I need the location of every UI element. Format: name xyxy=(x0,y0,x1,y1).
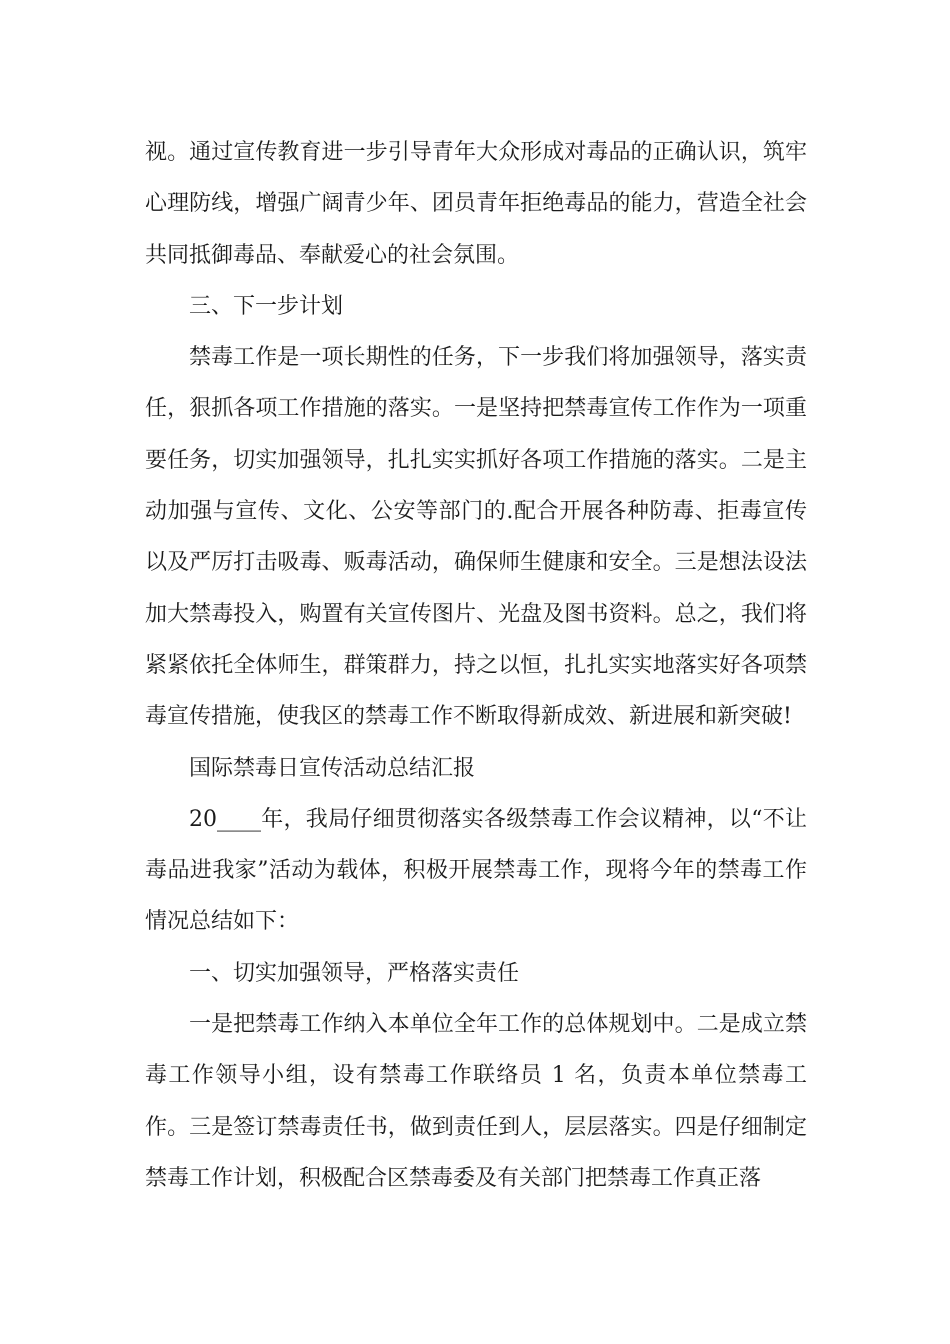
paragraph-continuation: 视。通过宣传教育进一步引导青年大众形成对毒品的正确认识，筑牢心理防线，增强广阔青少年、团员青年拒绝毒品的能力，营造全社会共同抵御毒品、奉献爱心的社会氛围。 xyxy=(145,140,807,268)
document-body xyxy=(145,127,807,1204)
paragraph-intro: 20____年，我局仔细贯彻落实各级禁毒工作会议精神，以“不让毒品进我家”活动为载体，积极开展禁毒工作，现将今年的禁毒工作情况总结如下： xyxy=(145,806,807,935)
paragraph-plan: 禁毒工作是一项长期性的任务，下一步我们将加强领导，落实责任，狠抓各项工作措施的落实。一是坚持把禁毒宣传工作作为一项重要任务，切实加强领导，扎扎实实抓好各项工作措施的落实。二是主动加强与宣传、文化、公安等部门的.配合开展各种防毒、拒毒宣传以及严厉打击吸毒、贩毒活动，确保师生健康和安全。三是想法设法加大禁毒投入，购置有关宣传图片、光盘及图书资料。总之，我们将紧紧依托全体师生，群策群力，持之以恒，扎扎实实地落实好各项禁毒宣传措施，使我区的禁毒工作不断取得新成效、新进展和新突破! xyxy=(145,345,807,730)
paragraph-leadership: 一是把禁毒工作纳入本单位全年工作的总体规划中。二是成立禁毒工作领导小组，设有禁毒工作联络员 1 名，负责本单位禁毒工作。三是签订禁毒责任书，做到责任到人，层层落实。四是仔细制定禁毒工作计划，积极配合区禁毒委及有关部门把禁毒工作真正落 xyxy=(145,1012,807,1191)
section-heading-next-steps: 三、下一步计划 xyxy=(189,293,344,319)
section-heading-leadership: 一、切实加强领导，严格落实责任 xyxy=(189,960,520,986)
document-title: 国际禁毒日宣传活动总结汇报 xyxy=(189,755,476,781)
